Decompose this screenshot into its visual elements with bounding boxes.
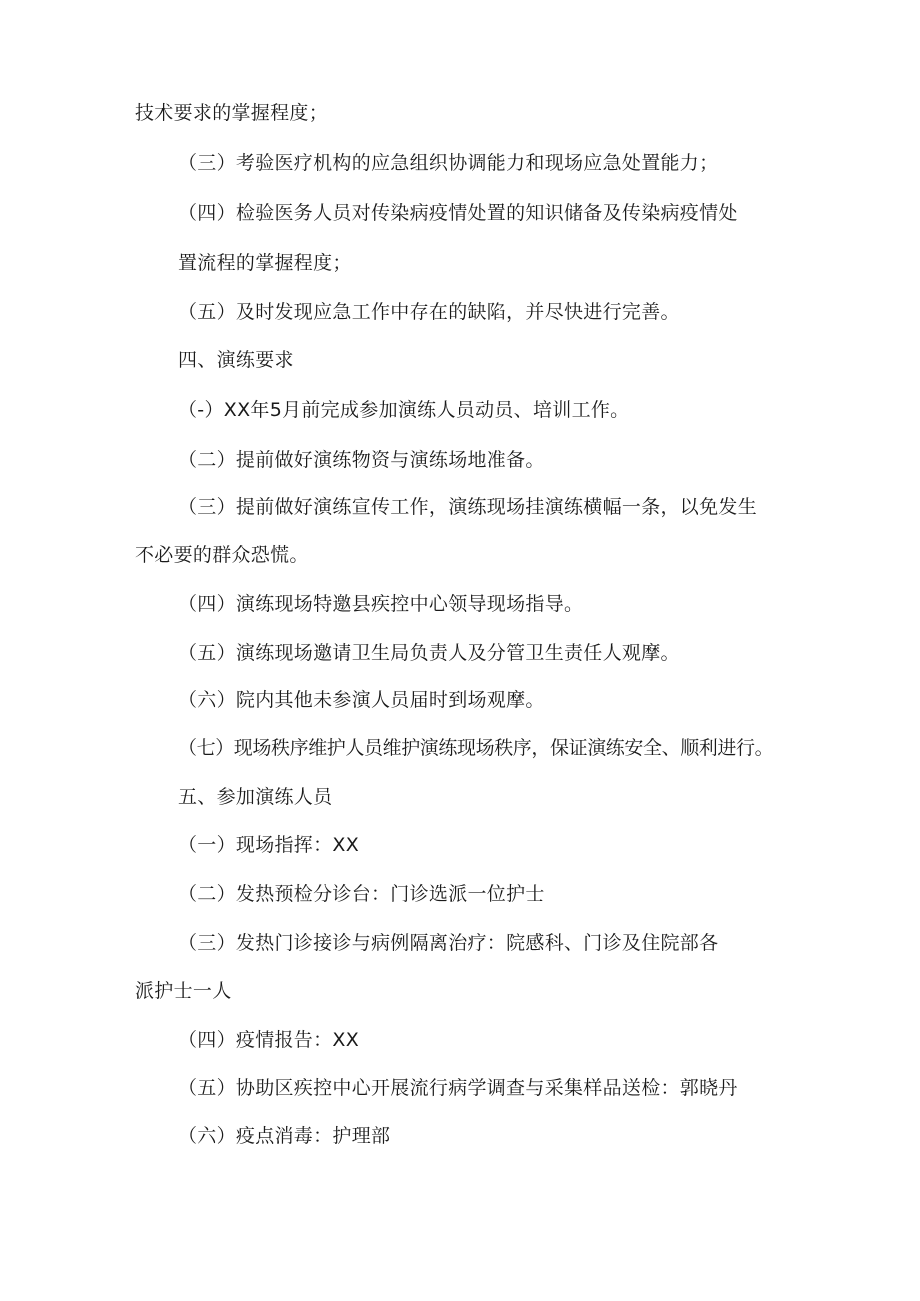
- text-line: （三）提前做好演练宣传工作，演练现场挂演练横幅一条，以免发生: [178, 496, 758, 518]
- text-line: （四）疫情报告：XX: [178, 1029, 360, 1051]
- section-heading: 五、参加演练人员: [178, 786, 333, 808]
- text-line: （六）院内其他未参演人员届时到场观摩。: [178, 689, 545, 711]
- text-line: 不必要的群众恐慌。: [135, 544, 309, 566]
- text-line: （三）发热门诊接诊与病例隔离治疗：院感科、门诊及住院部各: [178, 932, 719, 954]
- text-line: （二）提前做好演练物资与演练场地准备。: [178, 449, 545, 471]
- text-line: （-）XX年5月前完成参加演练人员动员、培训工作。: [178, 399, 630, 421]
- text-line: （五）演练现场邀请卫生局负责人及分管卫生责任人观摩。: [178, 642, 680, 664]
- text-line: 置流程的掌握程度；: [178, 252, 352, 274]
- section-heading: 四、演练要求: [178, 349, 294, 371]
- text-line: （七）现场秩序维护人员维护演练现场秩序，保证演练安全、顺利进行。: [178, 737, 774, 759]
- text-line: （四）演练现场特邀县疾控中心领导现场指导。: [178, 593, 584, 615]
- text-line: （四）检验医务人员对传染病疫情处置的知识储备及传染病疫情处: [178, 202, 738, 224]
- text-line: 技术要求的掌握程度；: [135, 102, 329, 124]
- text-line: （五）协助区疾控中心开展流行病学调查与采集样品送检：郭晓丹: [178, 1077, 738, 1099]
- text-line: 派护士一人: [135, 980, 232, 1002]
- text-line: （一）现场指挥：XX: [178, 834, 360, 856]
- text-line: （六）疫点消毒：护理部: [178, 1125, 391, 1147]
- text-line: （三）考验医疗机构的应急组织协调能力和现场应急处置能力；: [178, 152, 719, 174]
- text-line: （二）发热预检分诊台：门诊选派一位护士: [178, 883, 545, 905]
- text-line: （五）及时发现应急工作中存在的缺陷，并尽快进行完善。: [178, 301, 680, 323]
